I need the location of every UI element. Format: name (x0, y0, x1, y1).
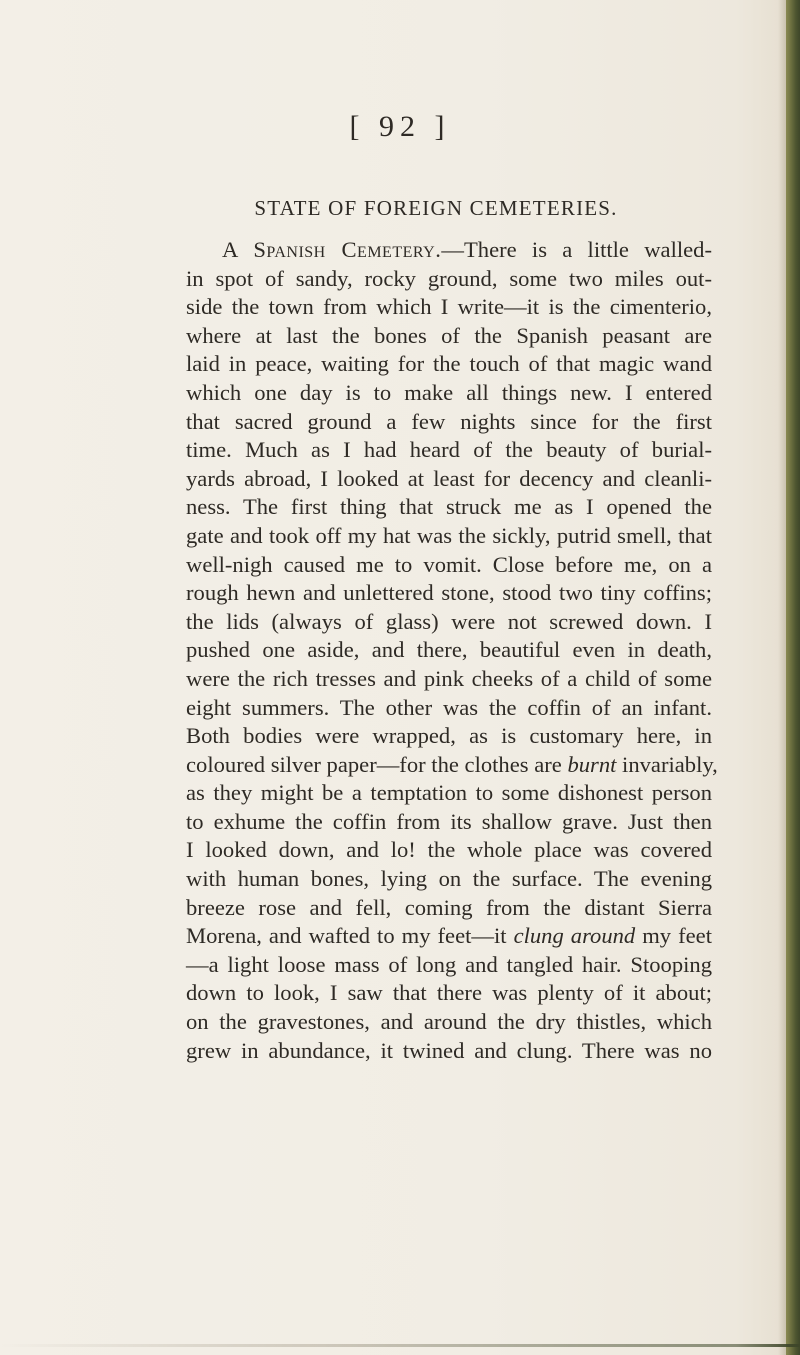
text-line: pushed one aside, and there, beautiful even in death, (186, 637, 712, 663)
text-line: were the rich tresses and pink cheeks of a child of some (186, 665, 712, 691)
page-bottom-edge (0, 1344, 800, 1347)
text-line: well-nigh caused me to vomit. Close before me, on a (186, 551, 712, 577)
section-lead-in: A Spanish Cemetery. (222, 237, 442, 262)
text-line: time. Much as I had heard of the beauty of burial- (186, 437, 712, 463)
text-line: —a light loose mass of long and tangled hair. Stooping (186, 951, 712, 977)
text-line: coloured silver paper—for the clothes are burnt invariably, (186, 751, 718, 777)
italic-phrase: clung around (513, 923, 636, 949)
text-line: laid in peace, waiting for the touch of that magic wand (186, 351, 712, 377)
text-line: gate and took off my hat was the sickly, putrid smell, that (186, 522, 712, 548)
text-line: ness. The first thing that struck me as I opened the (186, 494, 712, 520)
book-edge (786, 0, 800, 1355)
text-line: as they might be a temptation to some dishonest person (186, 780, 712, 806)
page-number: [ 92 ] (349, 110, 451, 143)
text-line: side the town from which I write—it is the cimenterio, (186, 294, 712, 320)
italic-word: burnt (567, 751, 617, 777)
text-line: that sacred ground a few nights since for the first (186, 408, 712, 434)
text-line: grew in abundance, it twined and clung. There was no (186, 1037, 712, 1063)
text-line: rough hewn and unlettered stone, stood two tiny coffins; (186, 580, 712, 606)
body-paragraph (186, 236, 718, 1065)
text-line: A Spanish Cemetery.—There is a little walled- (222, 237, 712, 262)
text-line: breeze rose and fell, coming from the distant Sierra (186, 894, 712, 920)
text-line: yards abroad, I looked at least for decency and cleanli- (186, 465, 712, 491)
text-line: eight summers. The other was the coffin of an infant. (186, 694, 712, 720)
text-line: I looked down, and lo! the whole place was covered (186, 837, 712, 863)
text-line: which one day is to make all things new. I entered (186, 379, 712, 405)
text-line: where at last the bones of the Spanish peasant are (186, 322, 712, 348)
text-line: on the gravestones, and around the dry thistles, which (186, 1009, 712, 1035)
text-line: Both bodies were wrapped, as is customary here, in (186, 723, 712, 749)
text-line: to exhume the coffin from its shallow grave. Just then (186, 808, 712, 834)
text-line: Morena, and wafted to my feet—it clung around my feet (186, 923, 712, 949)
text-line: with human bones, lying on the surface. The evening (186, 866, 712, 892)
page-gutter-shadow (778, 0, 786, 1355)
chapter-heading: STATE OF FOREIGN CEMETERIES. (254, 196, 618, 220)
text-line: down to look, I saw that there was plenty of it about; (186, 980, 712, 1006)
text-line: in spot of sandy, rocky ground, some two miles out- (186, 265, 712, 291)
text-line: the lids (always of glass) were not screwed down. I (186, 608, 712, 634)
